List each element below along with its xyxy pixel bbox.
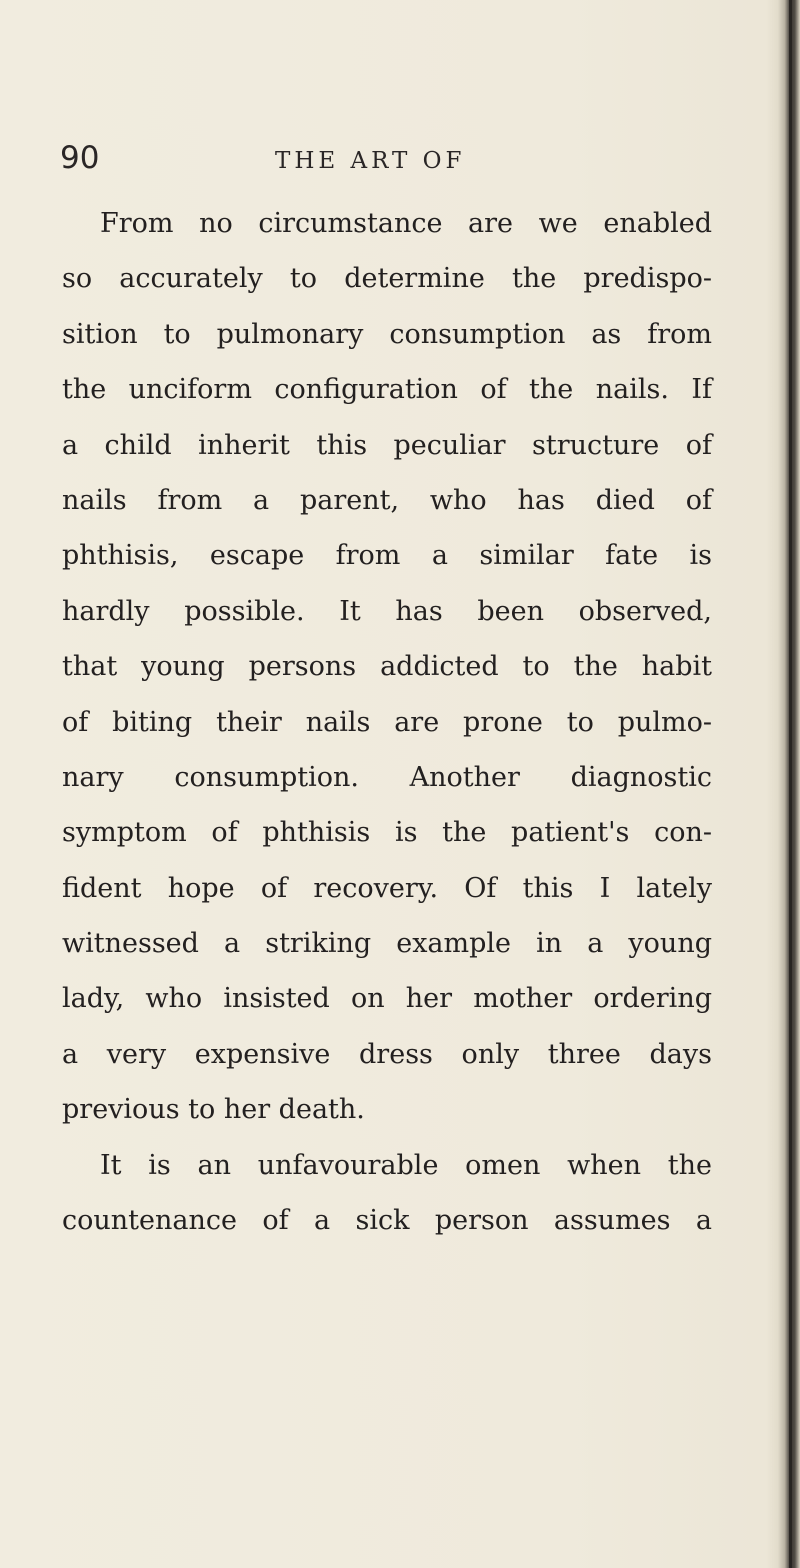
text-line: witnessed a striking example in a young xyxy=(62,928,712,960)
text-line: nails from a parent, who has died of xyxy=(62,484,712,516)
running-head: THE ART OF xyxy=(275,148,466,174)
text-line: of biting their nails are prone to pulmo- xyxy=(62,706,712,738)
text-line: fident hope of recovery. Of this I lately xyxy=(62,872,712,904)
page-number: 90 xyxy=(60,140,100,176)
text-line: countenance of a sick person assumes a xyxy=(62,1205,712,1237)
text-line: so accurately to determine the predispo- xyxy=(62,263,712,295)
text-line: hardly possible. It has been observed, xyxy=(62,595,712,627)
text-line: the unciform configuration of the nails. If xyxy=(62,374,712,406)
text-line: It is an unfavourable omen when the xyxy=(100,1149,712,1181)
page-edge-binding xyxy=(766,0,800,1568)
text-line: a very expensive dress only three days xyxy=(62,1038,712,1070)
text-line: symptom of phthisis is the patient's con- xyxy=(62,817,712,849)
text-line: a child inherit this peculiar structure of xyxy=(62,429,712,461)
text-line: nary consumption. Another diagnostic xyxy=(62,761,712,793)
text-line: sition to pulmonary consumption as from xyxy=(62,318,712,350)
text-line: lady, who insisted on her mother ordering xyxy=(62,983,712,1015)
text-line: that young persons addicted to the habit xyxy=(62,651,712,683)
text-line: From no circumstance are we enabled xyxy=(100,208,712,239)
text-line: phthisis, escape from a similar fate is xyxy=(62,540,712,572)
text-line: previous to her death. xyxy=(62,1094,365,1126)
body-text xyxy=(62,196,712,1248)
